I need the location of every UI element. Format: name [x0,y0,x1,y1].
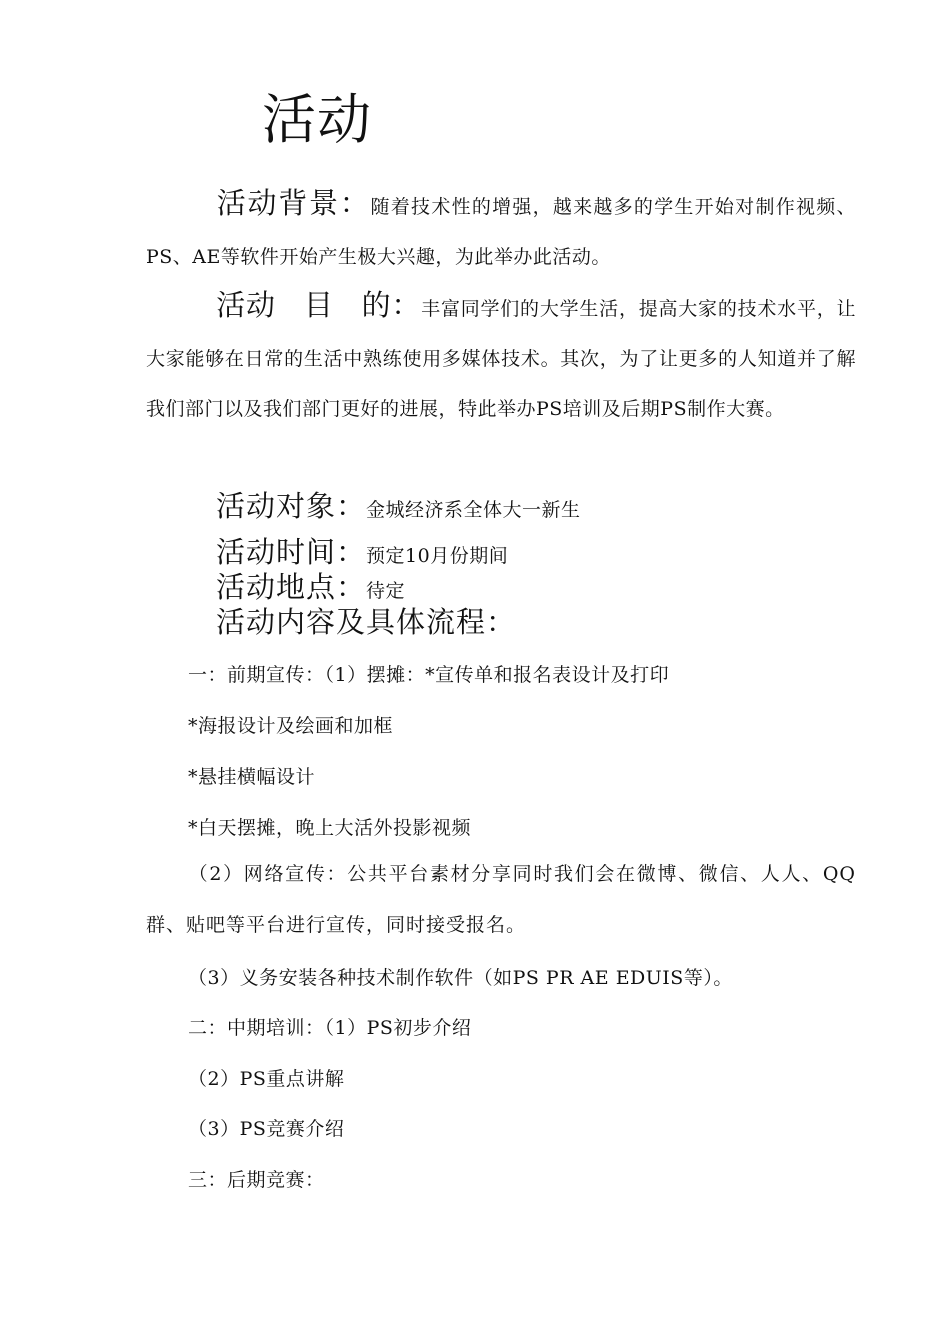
network-promotion-text: （2）网络宣传：公共平台素材分享同时我们会在微博、微信、人人、QQ群、贴吧等平台进行宣传，同时接受报名。 [146,863,856,936]
list-item: *白天摆摊，晚上大活外投影视频 [188,817,472,839]
list-item: （3）义务安装各种技术制作软件（如PS PR AE EDUIS等）。 [188,967,733,989]
audience-text: 金城经济系全体大一新生 [366,499,581,521]
list-item: （3）PS竞赛介绍 [188,1118,345,1140]
audience-heading: 活动对象： [216,489,367,523]
time-heading: 活动时间： [216,535,367,569]
list-item: 一：前期宣传：（1）摆摊：*宣传单和报名表设计及打印 [188,664,670,686]
document-title: 活动 [262,88,372,151]
background-heading: 活动背景： [216,186,371,220]
purpose-section [146,280,856,434]
list-item: 三：后期竞赛： [188,1169,325,1191]
purpose-text: 丰富同学们的大学生活，提高大家的技术水平，让大家能够在日常的生活中熟练使用多媒体技术。其次，为了让更多的人知道并了解我们部门以及我们部门更好的进展，特此举办PS培训及后期PS制作大赛。 [146,298,857,420]
purpose-heading: 活动 目 的： [216,288,422,322]
background-text: 随着技术性的增强，越来越多的学生开始对制作视频、PS、AE等软件开始产生极大兴趣，为此举办此活动。 [146,196,856,268]
list-item: （2）PS重点讲解 [188,1068,345,1090]
list-item [146,849,856,951]
list-item: 二：中期培训：（1）PS初步介绍 [188,1017,472,1039]
audience-line [216,484,581,525]
content-heading-line [216,600,516,641]
list-item: *海报设计及绘画和加框 [188,715,394,737]
location-heading: 活动地点： [216,570,367,604]
content-heading: 活动内容及具体流程： [216,605,517,639]
list-item: *悬挂横幅设计 [188,766,316,788]
background-section [146,178,856,282]
location-text: 待定 [366,580,406,602]
time-text: 预定10月份期间 [366,545,509,567]
